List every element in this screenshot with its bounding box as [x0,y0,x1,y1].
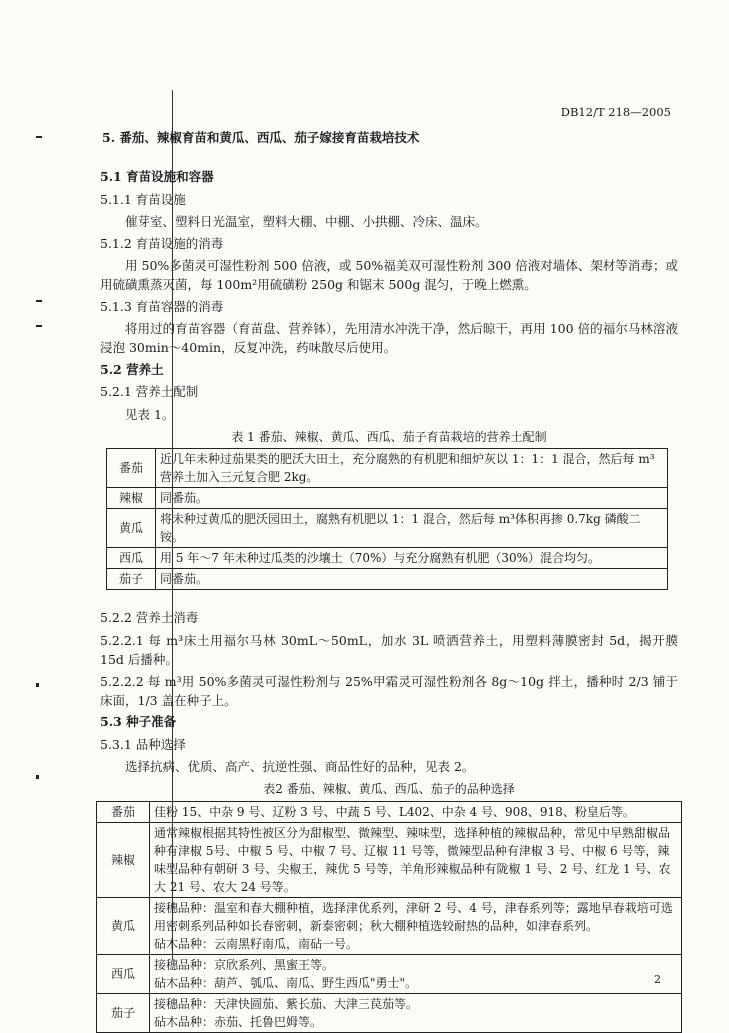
table-cell-text [150,955,682,994]
table-cell-line: 砧木品种：赤茄、托鲁巴姆等。 [154,1015,323,1030]
paragraph-5-1-3: 将用过的育苗容器（育苗盘、营养钵），先用清水冲洗干净，然后晾干，再用 100 倍的福尔马林溶液浸泡 30min～40min，反复冲洗，药味散尽后使用。 [100,321,678,356]
table-cell-line: 接穗品种：温室和春大棚种植，选择津优系列，津研 2 号、4 号，津春系列等；露地早春栽培可选用密刺系列品种如长春密刺，新泰密刺；秋大棚种植选较耐热的品种，如津春系列。 [154,901,673,934]
scan-margin-mark [36,775,39,779]
paragraph-5-2-2-2: 5.2.2.2 每 m³用 50%多菌灵可湿性粉剂与 25%甲霜灵可湿性粉剂各 8g～10g 拌土，播种时 2/3 铺于床面，1/3 盖在种子上。 [100,673,678,708]
table-row [107,569,668,590]
table-cell-text: 用 5 年～7 年未种过瓜类的沙壤土（70%）与充分腐熟有机肥（30%）混合均匀。 [156,548,668,569]
table-cell-line: 接穗品种：天津快圆茄、紫长茄、大津三苠茄等。 [154,997,419,1012]
scan-margin-mark [36,683,39,687]
table-row [97,955,682,994]
table-cell-crop: 茄子 [107,569,156,590]
table-cell-crop: 辣椒 [107,488,156,509]
table-row [107,509,668,548]
heading-5-2-1: 5.2.1 营养土配制 [100,384,199,400]
table-cell-line: 佳粉 15、中杂 9 号、辽粉 3 号、中蔬 5 号、L402、中杂 4 号、908、918、粉皇后等。 [154,805,635,820]
heading-5-2-2: 5.2.2 营养土消毒 [100,610,199,626]
table-row [97,994,682,1033]
paragraph-5-3-1: 选择抗病、优质、高产、抗逆性强、商品性好的品种，见表 2。 [125,759,475,775]
table-cell-line: 砧木品种：云南黑籽南瓜，南砧一号。 [154,937,359,952]
scan-margin-mark [36,136,42,138]
heading-5-1: 5.1 育苗设施和容器 [100,169,214,185]
table-cell-text: 同番茄。 [156,488,668,509]
scan-margin-mark [36,325,42,327]
heading-5-2: 5.2 营养土 [100,361,164,377]
table-cell-text [150,898,682,955]
table-cell-text: 同番茄。 [156,569,668,590]
table-cell-line: 砧木品种：葫芦、瓠瓜、南瓜、野生西瓜"勇士"。 [154,976,418,991]
heading-5-3: 5.3 种子准备 [100,714,177,730]
table-row [107,548,668,569]
table-cell-crop: 茄子 [97,994,150,1033]
table-1 [106,448,668,590]
table-cell-text: 将未种过黄瓜的肥沃园田土，腐熟有机肥以 1：1 混合，然后每 m³体积再掺 0.7kg 磷酸二铵。 [156,509,668,548]
paragraph-5-1-2: 用 50%多菌灵可湿性粉剂 500 倍液，或 50%福美双可湿性粉剂 300 倍液对墙体、架材等消毒；或用硫磺熏蒸灭菌，每 100m²用硫磺粉 250g 和锯末 500g 混匀，于晚上燃熏。 [100,257,678,293]
paragraph-5-1-1: 催芽室、塑料日光温室，塑料大棚、中棚、小拱棚、冷床、温床。 [125,214,488,230]
page-number: 2 [654,972,661,986]
table-2-caption: 表2 番茄、辣椒、黄瓜、西瓜、茄子的品种选择 [263,782,515,797]
table-2 [96,801,682,1033]
table-cell-text [150,994,682,1033]
paragraph-5-2-2-1: 5.2.2.1 每 m³床土用福尔马林 30mL～50mL，加水 3L 喷洒营养土，用塑料薄膜密封 5d，揭开膜 15d 后播种。 [100,632,678,668]
table-cell-line: 接穗品种：京欣系列、黑蜜王等。 [154,958,335,973]
table-cell-crop: 辣椒 [97,823,150,898]
heading-5-1-3: 5.1.3 育苗容器的消毒 [100,298,224,314]
document-id: DB12/T 218—2005 [560,105,671,119]
heading-5-1-2: 5.1.2 育苗设施的消毒 [100,235,224,251]
table-row [97,898,682,955]
table-cell-text [150,823,682,898]
table-cell-text [150,802,682,823]
table-row [97,802,682,823]
paragraph-5-2-1: 见表 1。 [125,406,175,422]
table-cell-crop: 黄瓜 [97,898,150,955]
table-cell-crop: 西瓜 [97,955,150,994]
document-body [100,128,678,1033]
table-cell-crop: 番茄 [107,449,156,488]
table-row [107,488,668,509]
table-cell-crop: 番茄 [97,802,150,823]
table-cell-text: 近几年未种过茄果类的肥沃大田土，充分腐熟的有机肥和细炉灰以 1：1：1 混合，然后每 m³营养土加入三元复合肥 2kg。 [156,449,668,488]
table-cell-crop: 黄瓜 [107,509,156,548]
table-1-caption: 表 1 番茄、辣椒、黄瓜、西瓜、茄子育苗栽培的营养土配制 [231,429,547,444]
table-cell-line: 通常辣椒根据其特性被区分为甜椒型、微辣型、辣味型，选择种植的辣椒品种，常见中早熟甜椒品种有津椒 5号、中椒 5 号、中椒 7 号、辽椒 11 号等，微辣型品种有津椒 3 号、中椒 6 号等，辣味型品种有朝研 3 号、尖椒王，辣优 5 号等，羊角形辣椒品种有陇椒 1 号、2 号、红龙 1 号、农大 21 号、农大 24 号等。 [154,826,671,895]
table-cell-crop: 西瓜 [107,548,156,569]
heading-5-1-1: 5.1.1 育苗设施 [100,191,186,207]
table-row [97,823,682,898]
heading-5-3-1: 5.3.1 品种选择 [100,736,186,752]
table-row [107,449,668,488]
section-title: 5. 番茄、辣椒育苗和黄瓜、西瓜、茄子嫁接育苗栽培技术 [102,130,420,145]
scan-margin-mark [36,300,42,302]
